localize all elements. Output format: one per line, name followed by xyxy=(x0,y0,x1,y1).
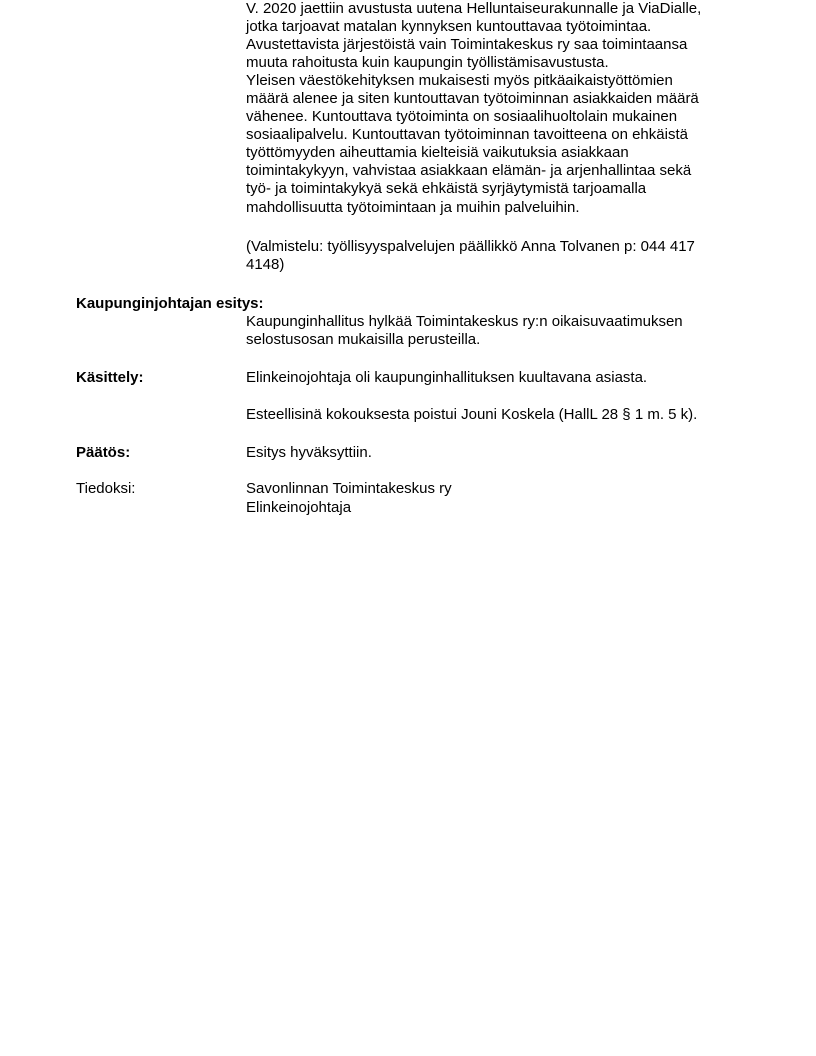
recipient-item: Savonlinnan Toimintakeskus ry xyxy=(246,480,452,497)
intro-line: työttömyyden aiheuttamia kielteisiä vaikutuksia asiakkaan xyxy=(246,144,629,161)
for-information-label: Tiedoksi: xyxy=(76,480,136,497)
intro-line: Avustettavista järjestöistä vain Toimintakeskus ry saa toimintaansa xyxy=(246,36,688,53)
intro-line: jotka tarjoavat matalan kynnyksen kuntouttavaa työtoimintaa. xyxy=(246,18,652,35)
decision-text: Esitys hyväksyttiin. xyxy=(246,444,372,461)
decision-label: Päätös: xyxy=(76,444,131,461)
handling-line: Elinkeinojohtaja oli kaupunginhallituksen kuultavana asiasta. xyxy=(246,369,648,386)
intro-line: V. 2020 jaettiin avustusta uutena Helluntaiseurakunnalle ja ViaDialle, xyxy=(246,0,702,17)
recipient-item: Elinkeinojohtaja xyxy=(246,499,352,516)
intro-line: vähenee. Kuntouttava työtoiminta on sosiaalihuoltolain mukainen xyxy=(246,108,678,125)
proposal-label: Kaupunginjohtajan esitys: xyxy=(76,295,264,312)
intro-line: sosiaalipalvelu. Kuntouttavan työtoiminnan tavoitteena on ehkäistä xyxy=(246,126,688,143)
preparer-line: (Valmistelu: työllisyyspalvelujen päällikkö Anna Tolvanen p: 044 417 xyxy=(246,238,695,255)
preparer-line: 4148) xyxy=(246,256,285,273)
intro-line: toimintakykyyn, vahvistaa asiakkaan elämän- ja arjenhallintaa sekä xyxy=(246,162,692,179)
intro-line: työ- ja toimintakykyä sekä ehkäistä syrjäytymistä tarjoamalla xyxy=(246,180,647,197)
handling-label: Käsittely: xyxy=(76,369,144,386)
handling-line: Esteellisinä kokouksesta poistui Jouni Koskela (HallL 28 § 1 m. 5 k). xyxy=(246,406,698,423)
intro-line: Yleisen väestökehityksen mukaisesti myös pitkäaikaistyöttömien xyxy=(246,72,673,89)
proposal-line: Kaupunginhallitus hylkää Toimintakeskus ry:n oikaisuvaatimuksen xyxy=(246,313,683,330)
intro-line: määrä alenee ja siten kuntouttavan työtoiminnan asiakkaiden määrä xyxy=(246,90,699,107)
intro-line: muuta rahoitusta kuin kaupungin työllistämisavustusta. xyxy=(246,54,609,71)
intro-line: mahdollisuutta työtoimintaan ja muihin palveluihin. xyxy=(246,199,580,216)
proposal-line: selostusosan mukaisilla perusteilla. xyxy=(246,331,481,348)
